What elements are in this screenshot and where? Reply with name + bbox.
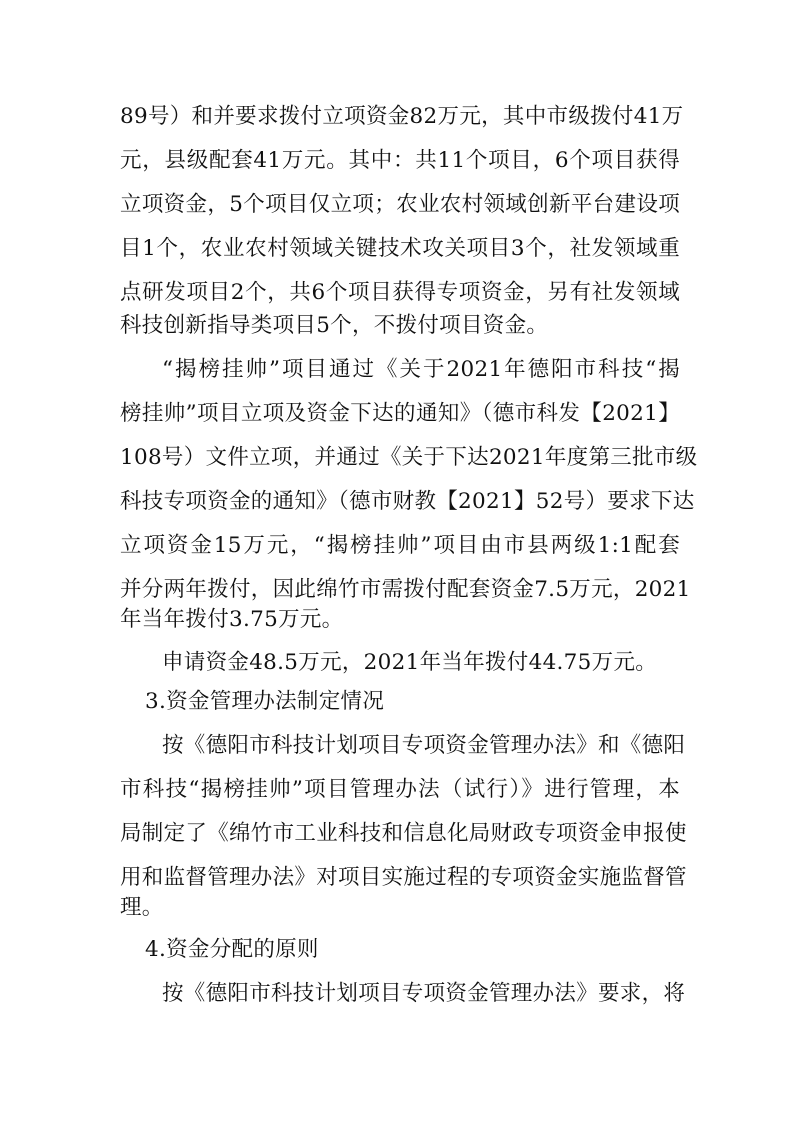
paragraph-line: 局制定了《绵竹市工业科技和信息化局财政专项资金申报使 bbox=[120, 821, 687, 846]
paragraph-line: 市科技“揭榜挂帅”项目管理办法（试行）》进行管理，本 bbox=[120, 777, 680, 802]
paragraph-line: 用和监督管理办法》对项目实施过程的专项资金实施监督管 bbox=[120, 865, 687, 890]
paragraph-line: 点研发项目2个，共6个项目获得专项资金，另有社发领域 bbox=[120, 280, 680, 305]
paragraph-line: 立项资金15万元，“揭榜挂帅”项目由市县两级1:1配套 bbox=[120, 533, 680, 558]
paragraph-line: 按《德阳市科技计划项目专项资金管理办法》和《德阳 bbox=[162, 733, 686, 758]
section-heading: 3.资金管理办法制定情况 bbox=[145, 689, 385, 714]
paragraph-line: “揭榜挂帅”项目通过《关于2021年德阳市科技“揭 bbox=[162, 357, 680, 382]
paragraph-line: 科技创新指导类项目5个，不拨付项目资金。 bbox=[120, 313, 549, 338]
paragraph-line: 理。 bbox=[120, 895, 164, 920]
paragraph-line: 立项资金，5个项目仅立项；农业农村领域创新平台建设项 bbox=[120, 192, 680, 217]
paragraph-line: 科技专项资金的通知》（德市财教【2021】52号）要求下达 bbox=[120, 489, 695, 514]
section-heading: 4.资金分配的原则 bbox=[145, 937, 319, 962]
paragraph-line: 目1个，农业农村领域关键技术攻关项目3个，社发领域重 bbox=[120, 236, 680, 261]
paragraph-line: 榜挂帅”项目立项及资金下达的通知》（德市科发【2021】 bbox=[120, 401, 680, 426]
paragraph-line: 元，县级配套41万元。其中：共11个项目，6个项目获得 bbox=[120, 148, 680, 173]
paragraph-line: 并分两年拨付，因此绵竹市需拨付配套资金7.5万元，2021 bbox=[120, 577, 691, 602]
paragraph-line: 108号）文件立项，并通过《关于下达2021年度第三批市级 bbox=[120, 445, 698, 470]
paragraph-line: 年当年拨付3.75万元。 bbox=[120, 607, 344, 632]
paragraph-line: 89号）和并要求拨付立项资金82万元，其中市级拨付41万 bbox=[120, 104, 684, 129]
paragraph-line: 按《德阳市科技计划项目专项资金管理办法》要求，将 bbox=[162, 981, 686, 1006]
paragraph-line: 申请资金48.5万元，2021年当年拨付44.75万元。 bbox=[162, 650, 658, 675]
